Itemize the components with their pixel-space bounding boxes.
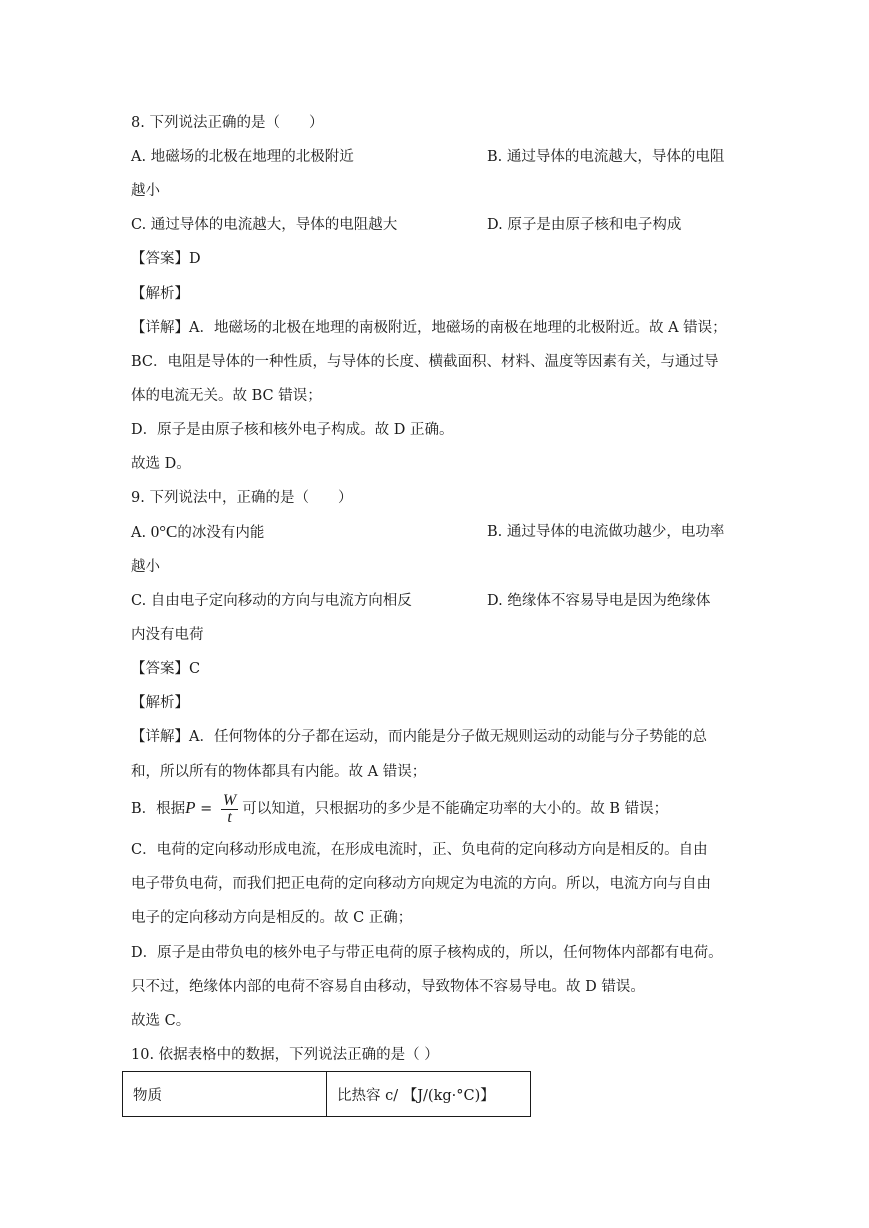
table-header-substance: 物质 <box>123 1072 327 1117</box>
q9-option-a-prefix: A. <box>131 525 151 541</box>
q8-option-b: B. 通过导体的电流越大，导体的电阻 <box>487 149 725 165</box>
q8-option-d: D. 原子是由原子核和电子构成 <box>487 217 682 233</box>
power-formula-fraction <box>221 793 238 826</box>
q9-detail-c-1: C．电荷的定向移动形成电流，在形成电流时，正、负电荷的定向移动方向是相反的。自由 <box>131 842 708 858</box>
q8-detail-3: 体的电流无关。故 BC 错误； <box>131 388 322 404</box>
q9-choose: 故选 C。 <box>131 1013 191 1029</box>
q8-detail-1: 【详解】A．地磁场的北极在地理的南极附近，地磁场的南极在地理的北极附近。故 A 错误； <box>131 320 727 336</box>
q9-detail-2: 和，所以所有的物体都具有内能。故 A 错误； <box>131 764 427 780</box>
q8-detail-2: BC．电阻是导体的一种性质，与导体的长度、横截面积、材料、温度等因素有关，与通过导 <box>131 354 719 370</box>
q9-detail-b-prefix: B．根据 <box>131 801 186 817</box>
q9-stem: 9. 下列说法中，正确的是（ ） <box>131 490 353 506</box>
q9-option-d: D. 绝缘体不容易导电是因为绝缘体 <box>487 593 711 609</box>
table-header-row <box>123 1072 531 1117</box>
specific-heat-table <box>122 1071 531 1117</box>
q8-option-a: A. 地磁场的北极在地理的北极附近 <box>131 149 354 165</box>
q9-option-a <box>131 522 264 543</box>
q8-option-c: C. 通过导体的电流越大，导体的电阻越大 <box>131 217 398 233</box>
q10-stem: 10. 依据表格中的数据，下列说法正确的是（ ） <box>131 1047 439 1063</box>
q9-detail-c-2: 电子带负电荷，而我们把正电荷的定向移动方向规定为电流的方向。所以，电流方向与自由 <box>131 876 711 892</box>
q9-detail-d-2: 只不过，绝缘体内部的电荷不容易自由移动，导致物体不容易导电。故 D 错误。 <box>131 979 645 995</box>
power-symbol: P <box>185 798 196 817</box>
q9-option-a-rest: 的冰没有内能 <box>177 525 265 541</box>
work-symbol: W <box>222 791 237 809</box>
q8-option-b-cont: 越小 <box>131 183 160 199</box>
q9-option-c: C. 自由电子定向移动的方向与电流方向相反 <box>131 593 412 609</box>
q9-option-b-cont: 越小 <box>131 559 160 575</box>
temperature-value: 0°C <box>150 522 178 541</box>
q8-stem: 8. 下列说法正确的是（ ） <box>131 115 324 131</box>
time-symbol: t <box>227 808 232 826</box>
q9-detail-c-3: 电子的定向移动方向是相反的。故 C 正确； <box>131 910 413 926</box>
q8-detail-4: D．原子是由原子核和核外电子构成。故 D 正确。 <box>131 422 454 438</box>
q9-detail-b <box>131 790 668 827</box>
table-header-specific-heat: 比热容 c/ 【J/(kg·°C)】 <box>327 1072 531 1117</box>
q9-detail-b-rest: 可以知道，只根据功的多少是不能确定功率的大小的。故 B 错误； <box>242 801 669 817</box>
q8-choose: 故选 D。 <box>131 456 191 472</box>
q9-analysis: 【解析】 <box>131 695 189 711</box>
q8-analysis: 【解析】 <box>131 286 189 302</box>
q9-detail-d-1: D．原子是由带负电的核外电子与带正电荷的原子核构成的，所以，任何物体内部都有电荷。 <box>131 945 723 961</box>
q9-detail-1: 【详解】A．任何物体的分子都在运动，而内能是分子做无规则运动的动能与分子势能的总 <box>131 729 707 745</box>
equals-sign: = <box>195 801 217 817</box>
q9-answer: 【答案】C <box>131 661 201 677</box>
q9-option-b: B. 通过导体的电流做功越少，电功率 <box>487 524 725 540</box>
q9-option-d-cont: 内没有电荷 <box>131 627 204 643</box>
q8-answer: 【答案】D <box>131 251 201 267</box>
